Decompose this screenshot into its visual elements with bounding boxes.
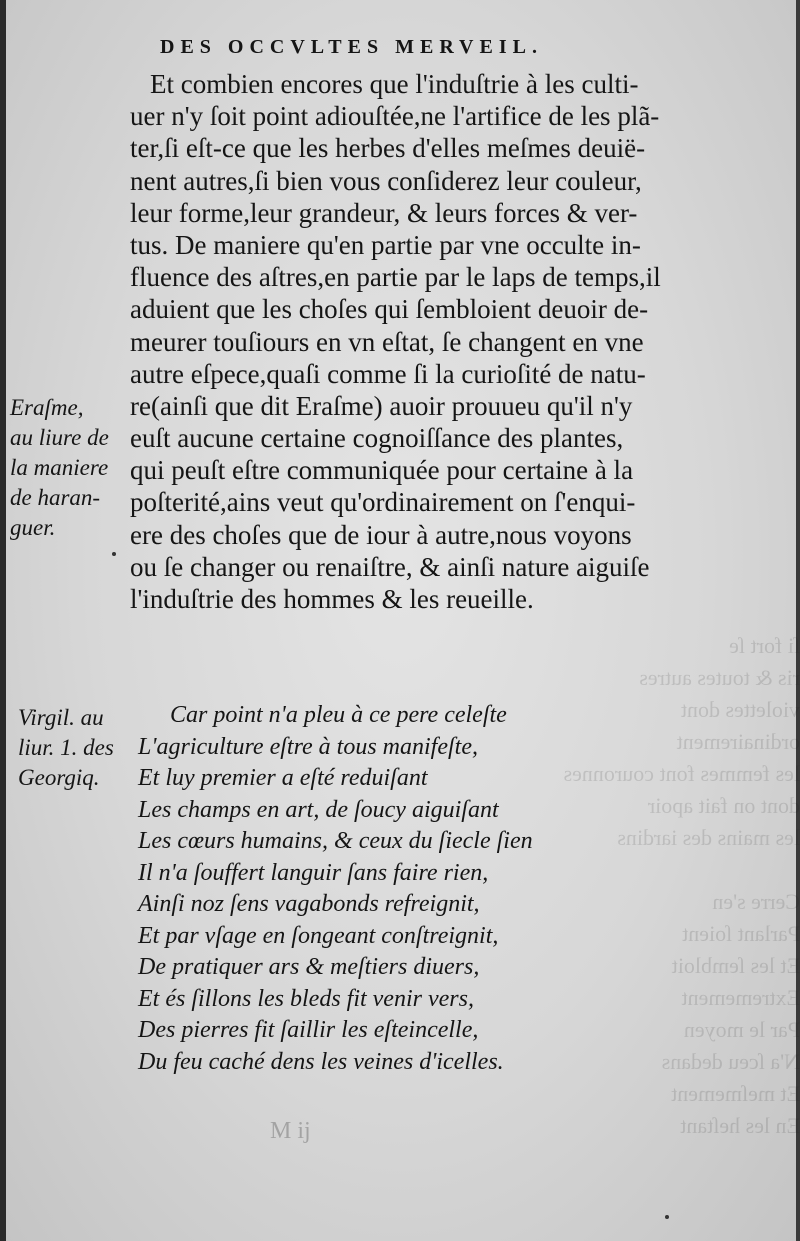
text-line: qui peuſt eſtre communiquée pour certaine à la [130,455,634,486]
margin-line: guer. [10,515,56,540]
text-line: nent autres,ſi bien vous conſiderez leur couleur, [130,165,642,196]
margin-line: la maniere [10,455,109,480]
verse-line: Et par vſage en ſongeant conſtreignit, [138,922,499,949]
verse-line: Des pierres fit ſaillir les eſteincelle, [138,1017,479,1043]
show-through-text: ſi fort ſe ris & toutes autres violettes dont ordinairement les femmes font couronnes dont on fait apoir les mains des iardins Cerre s'en Parlant ſoient Et les ſembloit Extremement Par le moyen N'a ſceu dedans Et meſmement En les heſtant [563,633,800,1138]
margin-note-erasme [10,393,109,543]
margin-line: Eraſme, [10,395,84,420]
text-line: autre eſpece,quaſi comme ſi la curioſité de natu- [130,358,646,389]
main-paragraph [130,68,770,615]
verse-line: De pratiquer ars & meſtiers diuers, [138,954,480,980]
verse-line: Les champs en art, de ſoucy aiguiſant [138,796,499,823]
verse-line: Ainſi noz ſens vagabonds refreignit, [138,891,480,917]
text-line: aduient que les choſes qui ſembloient deuoir de- [130,294,649,325]
text-line: re(ainſi que dit Eraſme) auoir prouueu qu'il n'y [130,390,633,421]
text-line: euſt aucune certaine cognoiſſance des plantes, [130,423,624,454]
verse-block [138,700,778,1078]
text-line: meurer touſiours en vn eſtat, ſe changent en vne [130,326,644,357]
text-line: leur forme,leur grandeur, & leurs forces & ver- [130,197,638,228]
verse-line: Il n'a ſouffert languir ſans faire rien, [138,859,489,886]
text-line: ter,ſi eſt-ce que les herbes d'elles meſmes deuië- [130,133,646,164]
text-line: Et combien encores que l'induſtrie à les culti- [150,69,639,99]
verse-line: Et és ſillons les bleds fit venir vers, [138,985,474,1012]
verse-line: Du feu caché dens les veines d'icelles. [138,1048,504,1075]
margin-line: au liure de [10,425,109,450]
text-line: uer n'y ſoit point adiouſtée,ne l'artifice de les plã- [130,101,660,132]
page-edge-left [0,0,6,1241]
ink-speck [112,552,116,556]
folio-signature: M ij [270,1118,311,1144]
text-line: ou ſe changer ou renaiſtre, & ainſi nature aiguiſe [130,551,650,582]
margin-line: de haran- [10,485,101,510]
margin-line: Virgil. au [18,705,104,730]
margin-note-virgil [18,703,114,793]
verse-line: L'agriculture eſtre à tous manifeſte, [138,733,478,760]
running-header: DES OCCVLTES MERVEIL. [160,36,543,58]
text-line: fluence des aſtres,en partie par le laps de temps,il [130,262,661,293]
verse-line: Car point n'a pleu à ce pere celeſte [170,702,507,728]
text-line: tus. De maniere qu'en partie par vne occulte in- [130,229,641,260]
text-line: poſterité,ains veut qu'ordinairement on ſ'enqui- [130,487,636,518]
verse-line: Et luy premier a eſté reduiſant [138,765,428,791]
text-line: l'induſtrie des hommes & les reueille. [130,584,534,614]
margin-line: Georgiq. [18,765,100,790]
ink-speck [665,1215,669,1219]
text-line: ere des choſes que de iour à autre,nous voyons [130,519,632,550]
margin-line: liur. 1. des [18,735,114,760]
verse-line: Les cœurs humains, & ceux du ſiecle ſien [138,828,533,854]
